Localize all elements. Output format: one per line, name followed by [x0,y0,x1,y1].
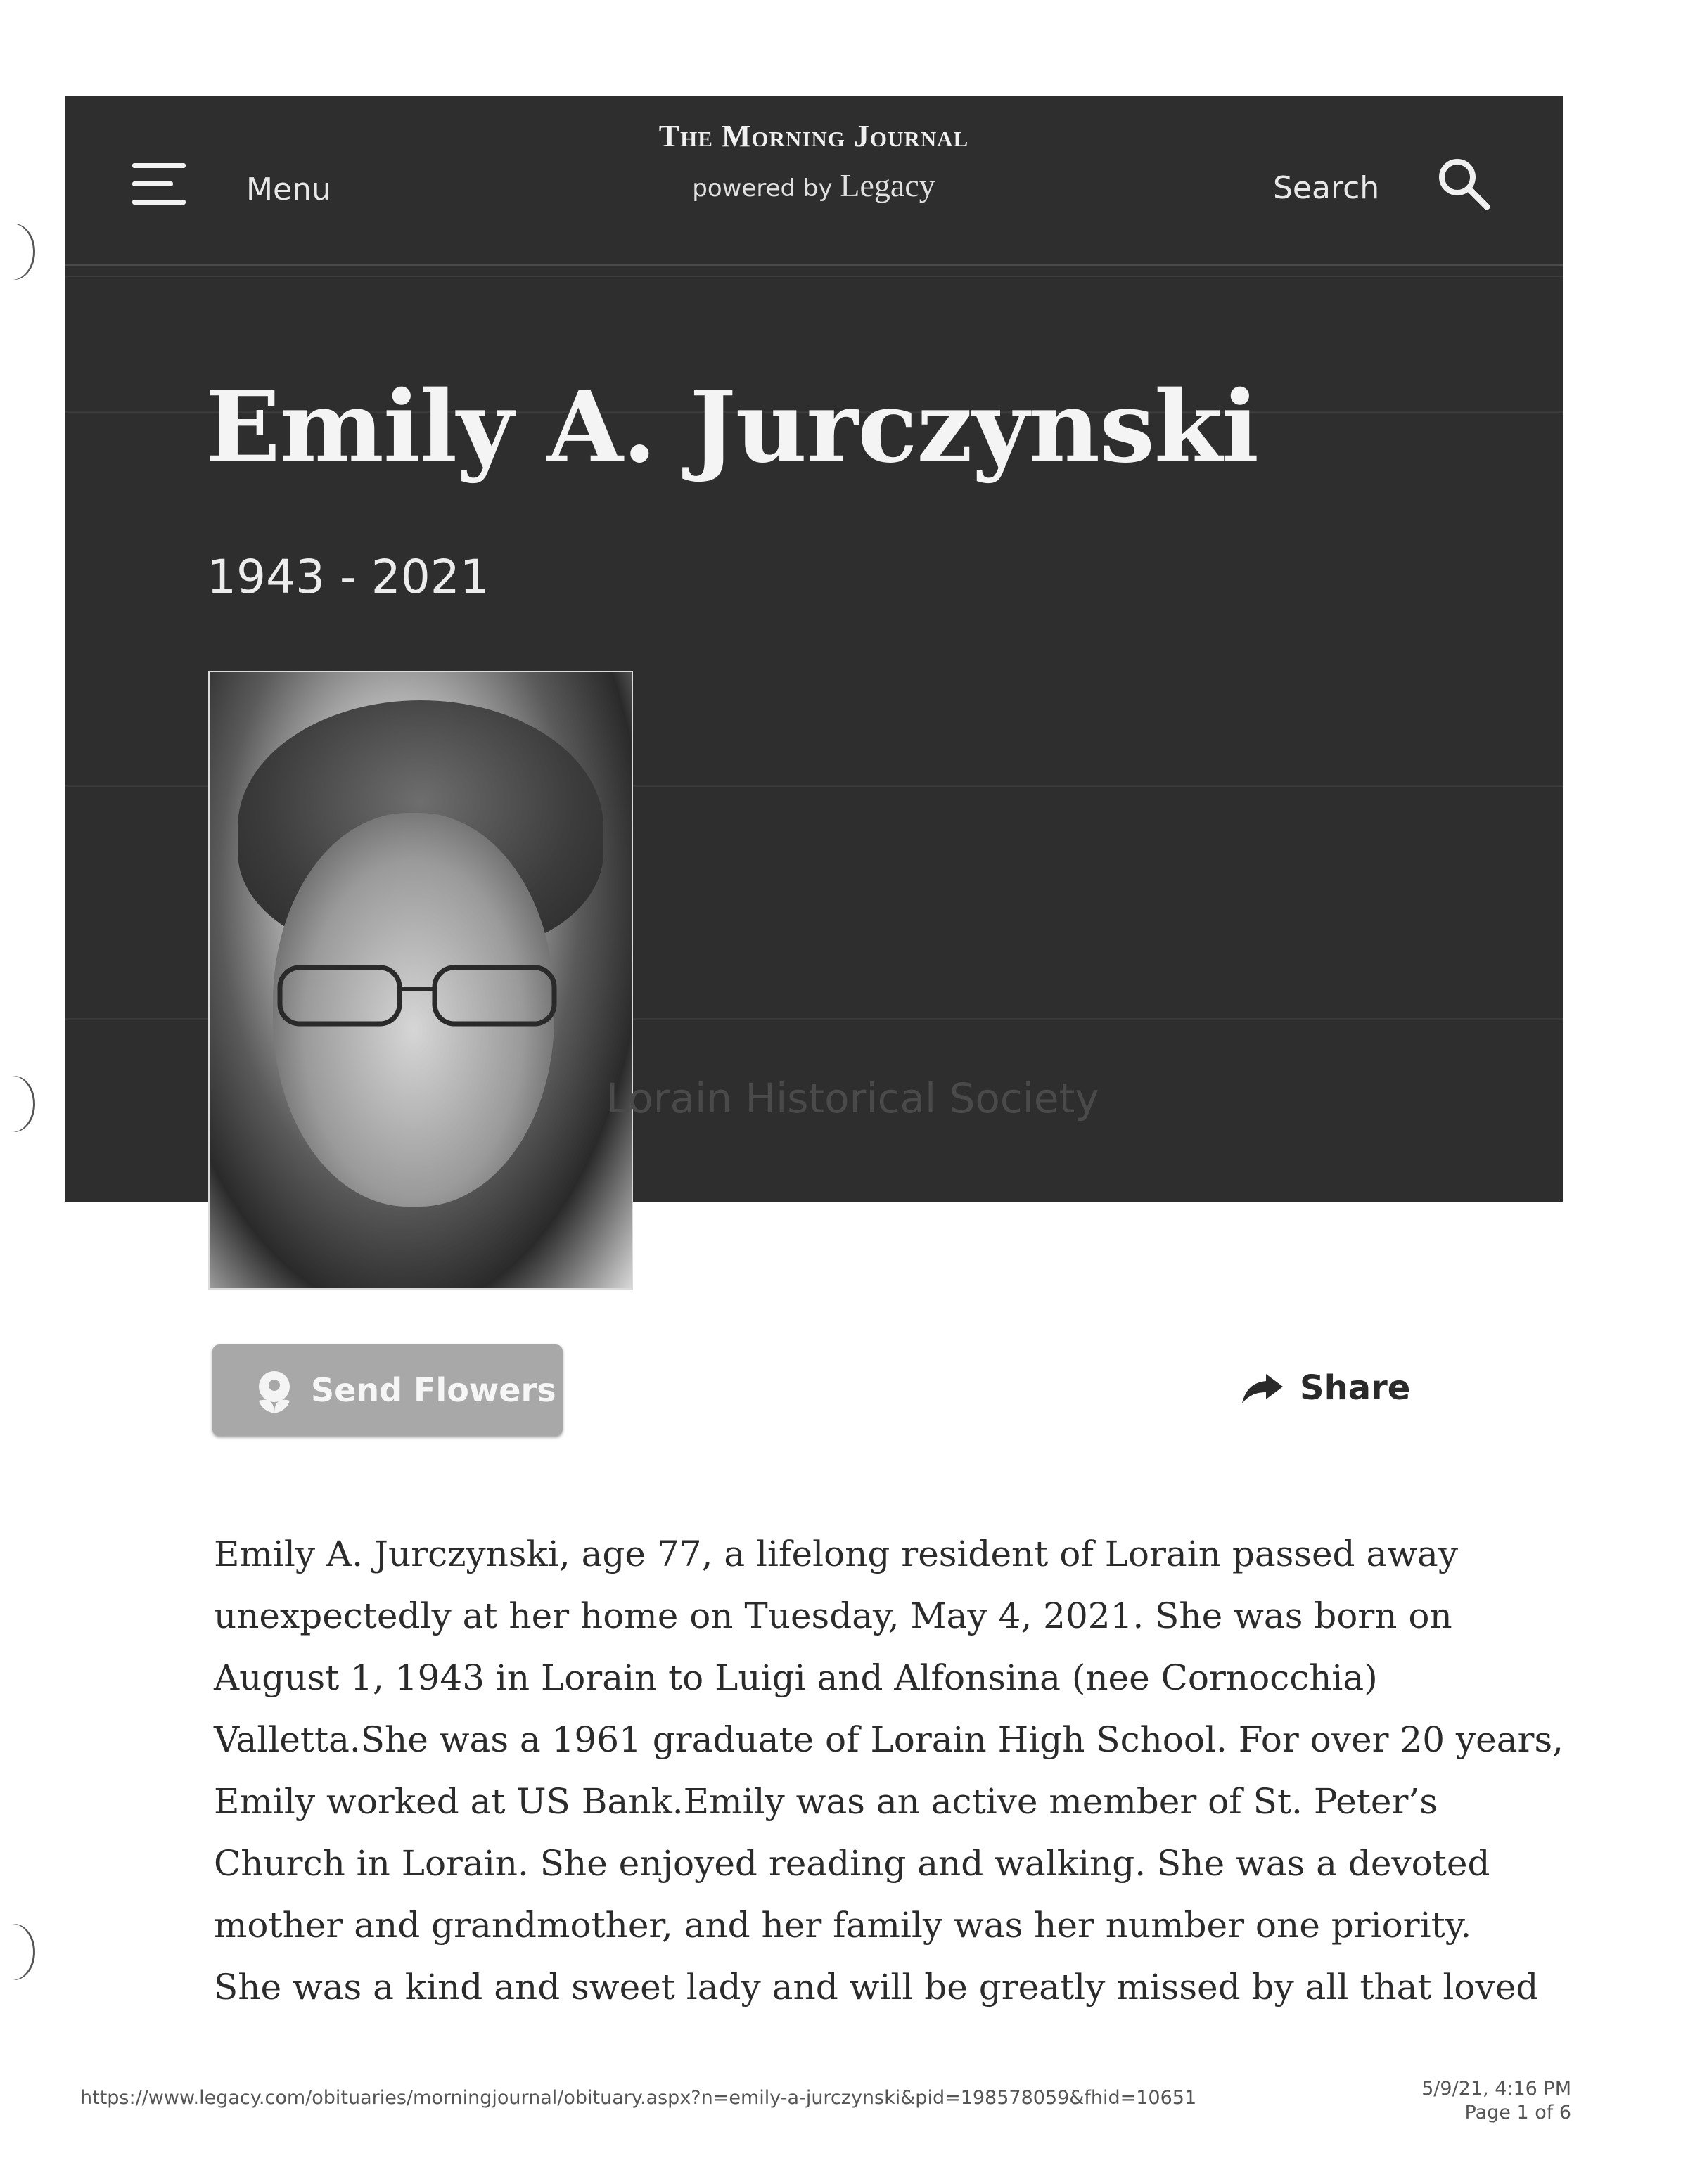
watermark-text: Lorain Historical Society [606,1074,1099,1122]
menu-label[interactable]: Menu [246,172,331,207]
print-timestamp: 5/9/21, 4:16 PM [1421,2078,1571,2100]
flower-icon [253,1368,295,1413]
life-dates: 1943 - 2021 [207,550,490,604]
send-flowers-button[interactable] [212,1344,563,1436]
obituary-line: mother and grandmother, and her family was her number one priority. [214,1905,1472,1946]
obituary-line: Church in Lorain. She enjoyed reading and walking. She was a devoted [214,1843,1490,1884]
obituary-line: Valletta.She was a 1961 graduate of Lorain High School. For over 20 years, [214,1719,1564,1760]
print-footer-url: https://www.legacy.com/obituaries/morningjournal/obituary.aspx?n=emily-a-jurczynski&pid=198578059&fhid=10651 [80,2087,1197,2109]
page-number: Page 1 of 6 [1464,2102,1571,2124]
deceased-name: Emily A. Jurczynski [205,370,1259,485]
top-navigation-bar [65,96,1563,266]
search-icon[interactable] [1435,155,1491,211]
search-label[interactable]: Search [1273,170,1380,206]
punch-hole [0,1076,35,1132]
punch-hole [0,1924,35,1980]
obituary-line: She was a kind and sweet lady and will be greatly missed by all that loved [214,1967,1539,2008]
share-label: Share [1300,1368,1411,1408]
obituary-line: August 1, 1943 in Lorain to Luigi and Alfonsina (nee Cornocchia) [214,1657,1378,1698]
print-footer-meta [1393,2077,1571,2125]
brand-title: The Morning Journal [658,119,969,153]
header-divider [65,276,1563,277]
share-button[interactable] [1224,1344,1428,1429]
portrait-photo [208,671,633,1290]
punch-hole [0,224,35,280]
powered-by-label: powered by [692,174,833,203]
share-arrow-icon [1241,1371,1284,1405]
obituary-line: Emily A. Jurczynski, age 77, a lifelong resident of Lorain passed away [214,1534,1459,1574]
obituary-line: unexpectedly at her home on Tuesday, May 4, 2021. She was born on [214,1595,1452,1636]
obituary-line: Emily worked at US Bank.Emily was an active member of St. Peter’s [214,1781,1438,1822]
photo-glasses [266,953,568,1031]
send-flowers-label: Send Flowers [311,1371,556,1409]
legacy-logo-text: Legacy [840,167,935,203]
obituary-text [214,1523,1564,2018]
